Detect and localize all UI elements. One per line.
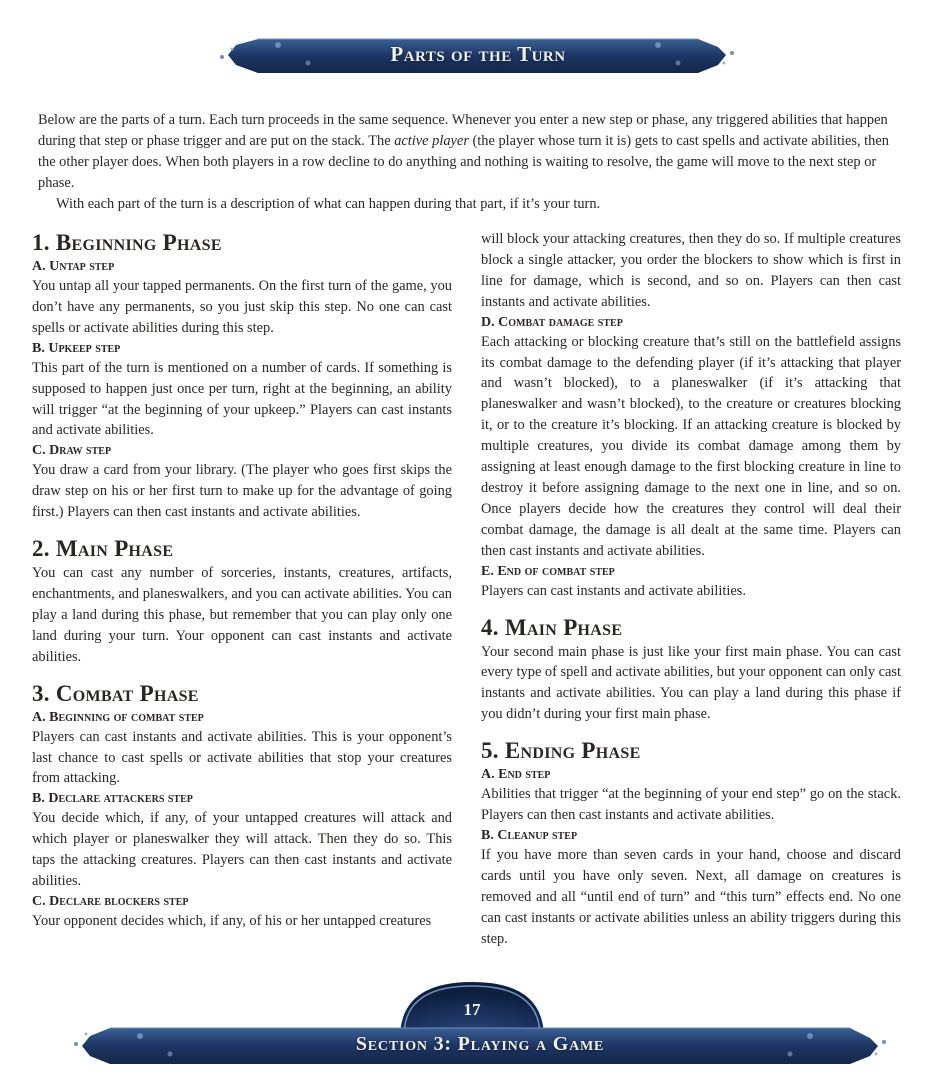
step-heading-end-combat: E. End of combat step [481,563,615,579]
section-title: Section 3: Playing a Game [355,1033,605,1055]
header-banner [218,33,738,77]
step-text-upkeep: This part of the turn is mentioned on a number of cards. If something is supposed to happen just once per turn, right at the beginning, an ability will trigger “at the beginning of your upkeep.” Players can cast instants and activate abilities. [32,359,452,439]
step-text-untap: You untap all your tapped permanents. On the first turn of the game, you don’t have any permanents, so you just skip this step. No one can cast spells or activate abilities during this step. [32,278,452,336]
active-player-term: active player [394,133,469,149]
phase-heading-main1: 2. Main Phase [32,536,174,562]
step-text-declare-blockers-continued: will block your attacking creatures, then they do so. If multiple creatures block a single attacker, you order the blockers to show which is first in line for damage, which is second, and so on. Players can then cast instants and activate abilities. [481,231,901,310]
step-heading-begin-combat: A. Beginning of combat step [32,709,204,725]
phase-text-main2: Your second main phase is just like your first main phase. You can cast every type of spell and activate abilities, but your opponent can only cast instants and activate abilities. You can play a land during this phase if you didn’t during your first main phase. [481,643,901,723]
intro-text-part: (the player whose turn it is) gets to cast spells and activate abilities, then the other player does. When both players in a row decline to do anything and nothing is waiting to resolve, the game will move to the next step or phase. [38,133,889,191]
step-heading-draw: C. Draw step [32,443,112,459]
page-title: Parts of the Turn [390,42,566,66]
step-text-combat-damage: Each attacking or blocking creature that’s still on the battlefield assigns its combat damage to the defending player (if it’s attacking that player and wasn’t blocked), to a planeswalker (if it’s attacking that planeswalker and wasn’t blocked), to the creature or creatures blocking it, or to the creature it’s blocking. If an attacking creature is blocked by multiple creatures, you divide its combat damage among them by assigning at least enough damage to the first blocking creature in line to destroy it before assigning damage to the next one in line, and so on. Once players decide how the creatures they control will deal their combat damage, the damage is all dealt at the same time. Players can then cast instants and activate abilities. [481,333,901,559]
step-heading-upkeep: B. Upkeep step [32,340,121,356]
phase-heading-ending: 5. Ending Phase [481,738,641,764]
right-column [481,229,901,949]
phase-heading-combat: 3. Combat Phase [32,680,199,706]
phase-heading-main2: 4. Main Phase [481,614,623,640]
phase-heading-beginning: 1. Beginning Phase [32,230,222,255]
step-text-cleanup: If you have more than seven cards in your hand, choose and discard cards until you have only seven. Next, all damage on creatures is removed and all “until end of turn” and “this turn” effects end. No one can cast instants or activate abilities unless an ability triggers during this step. [481,846,901,947]
step-heading-declare-attackers: B. Declare attackers step [32,791,193,807]
step-text-declare-attackers: You decide which, if any, of your untapped creatures will attack and which player or planeswalker they will attack. Then they do so. This taps the attacking creatures. Players can then cast instants and activate abilities. [32,810,452,890]
step-text-begin-combat: Players can cast instants and activate abilities. This is your opponent’s last chance to cast spells or activate abilities that stop your creatures from attacking. [32,728,452,787]
step-heading-untap: A. Untap step [32,259,115,274]
step-text-end-combat: Players can cast instants and activate abilities. [481,582,746,599]
step-heading-cleanup: B. Cleanup step [481,827,578,843]
step-text-declare-blockers: Your opponent decides which, if any, of his or her untapped creatures [32,912,432,929]
step-heading-end: A. End step [481,767,551,783]
step-text-end: Abilities that trigger “at the beginning of your end step” go on the stack. Players can then cast instants and activate abilities. [481,786,901,824]
step-heading-combat-damage: D. Combat damage step [481,314,623,330]
step-text-draw: You draw a card from your library. (The player who goes first skips the draw step on his or her first turn to make up for the advantage of going first.) Players can then cast instants and activate abilities. [32,462,452,521]
intro-text-part: Below are the parts of a turn. Each turn proceeds in the same sequence. Whenever you enter a new step or phase, any triggered abilities that happen during that step or phase trigger and are put on the stack. The [38,112,888,149]
intro-text [38,110,900,215]
intro-paragraph [38,110,900,194]
footer-ornament [70,978,890,1078]
left-column [32,229,452,932]
footer-banner [70,978,890,1078]
step-heading-declare-blockers: C. Declare blockers step [32,893,189,909]
phase-text-main1: You can cast any number of sorceries, instants, creatures, artifacts, enchantments, and planeswalkers, and you can activate abilities. You can play a land during this phase, but remember that you can play only one land during your turn. Your opponent can cast instants and activate abilities. [32,565,452,665]
page-number: 17 [463,1000,481,1019]
intro-paragraph: With each part of the turn is a description of what can happen during that part, if it’s your turn. [56,196,601,212]
